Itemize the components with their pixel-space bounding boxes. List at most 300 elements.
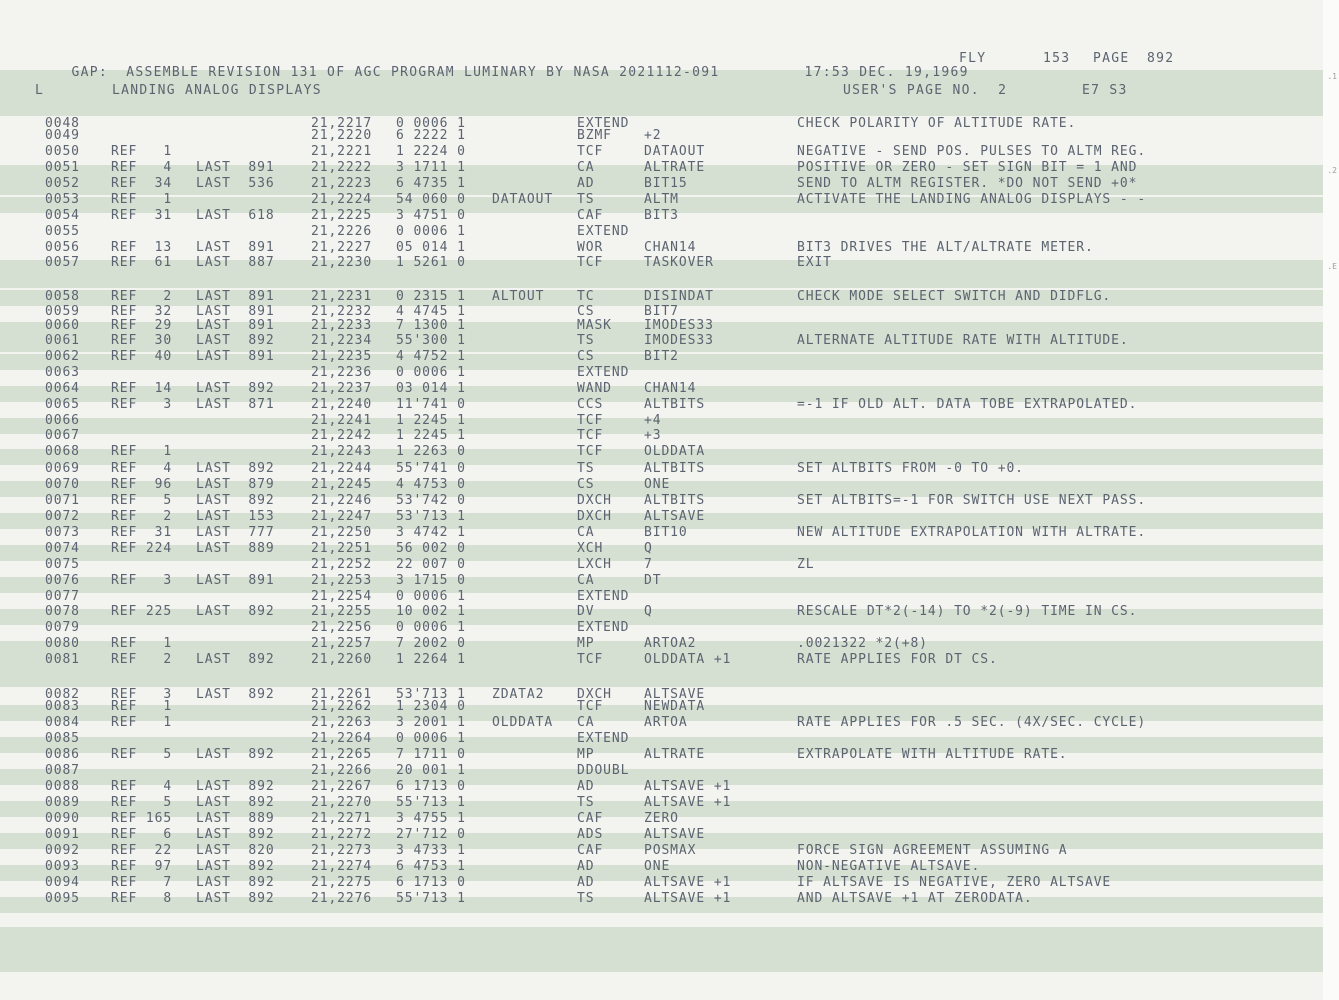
- last-page-ref: LAST 892: [196, 827, 275, 842]
- reference-count: REF 4: [111, 160, 173, 175]
- reference-count: REF 5: [111, 747, 173, 762]
- memory-address: 21,2253: [311, 573, 373, 588]
- listing-row: [0, 255, 1323, 270]
- memory-address: 21,2242: [311, 428, 373, 443]
- octal-code: 1 2224 0: [396, 144, 466, 159]
- sequence-number: 0056: [45, 240, 80, 255]
- comment: IF ALTSAVE IS NEGATIVE, ZERO ALTSAVE: [797, 875, 1112, 890]
- listing-row: [0, 747, 1323, 762]
- memory-address: 21,2270: [311, 795, 373, 810]
- octal-code: 54 060 0: [396, 192, 466, 207]
- opcode: DXCH: [577, 493, 612, 508]
- listing-row: [0, 477, 1323, 492]
- reference-count: REF 31: [111, 208, 173, 223]
- octal-code: 56 002 0: [396, 541, 466, 556]
- opcode: TS: [577, 795, 595, 810]
- sequence-number: 0050: [45, 144, 80, 159]
- operand: POSMAX: [644, 843, 697, 858]
- comment: AND ALTSAVE +1 AT ZERODATA.: [797, 891, 1033, 906]
- sequence-number: 0049: [45, 128, 80, 143]
- memory-address: 21,2247: [311, 509, 373, 524]
- operand: ALTSAVE +1: [644, 875, 732, 890]
- memory-address: 21,2255: [311, 604, 373, 619]
- operand: Q: [644, 604, 653, 619]
- run-timestamp: 17:53 DEC. 19,1969: [804, 65, 969, 80]
- opcode: EXTEND: [577, 589, 630, 604]
- reference-count: REF 61: [111, 255, 173, 270]
- octal-code: 22 007 0: [396, 557, 466, 572]
- memory-address: 21,2217: [311, 116, 373, 131]
- operand: ZERO: [644, 811, 679, 826]
- reference-count: REF 3: [111, 397, 173, 412]
- listing-row: [0, 128, 1323, 143]
- opcode: EXTEND: [577, 620, 630, 635]
- operand: ALTSAVE: [644, 687, 706, 702]
- opcode: MP: [577, 747, 595, 762]
- memory-address: 21,2263: [311, 715, 373, 730]
- last-page-ref: LAST 891: [196, 160, 275, 175]
- octal-code: 53'713 1: [396, 687, 466, 702]
- listing-row: [0, 413, 1323, 428]
- listing-row: [0, 715, 1323, 730]
- memory-address: 21,2243: [311, 444, 373, 459]
- sequence-number: 0087: [45, 763, 80, 778]
- listing-row: [0, 891, 1323, 906]
- listing-row: [0, 620, 1323, 635]
- last-page-ref: LAST 892: [196, 795, 275, 810]
- memory-address: 21,2262: [311, 699, 373, 714]
- listing-row: [0, 192, 1323, 207]
- comment: ALTERNATE ALTITUDE RATE WITH ALTITUDE.: [797, 333, 1129, 348]
- memory-address: 21,2274: [311, 859, 373, 874]
- memory-address: 21,2237: [311, 381, 373, 396]
- sequence-number: 0064: [45, 381, 80, 396]
- listing-type: L: [35, 83, 45, 98]
- opcode: CS: [577, 477, 595, 492]
- octal-code: 0 0006 1: [396, 224, 466, 239]
- octal-code: 7 1300 1: [396, 318, 466, 333]
- operand: +4: [644, 413, 662, 428]
- operand: ALTBITS: [644, 493, 706, 508]
- operand: ALTSAVE +1: [644, 795, 732, 810]
- listing-row: [0, 541, 1323, 556]
- octal-code: 03 014 1: [396, 381, 466, 396]
- last-page-ref: LAST 777: [196, 525, 275, 540]
- opcode: ADS: [577, 827, 604, 842]
- reference-count: REF 4: [111, 461, 173, 476]
- octal-code: 0 0006 1: [396, 365, 466, 380]
- octal-code: 1 2245 1: [396, 428, 466, 443]
- memory-address: 21,2254: [311, 589, 373, 604]
- comment: SET ALTBITS=-1 FOR SWITCH USE NEXT PASS.: [797, 493, 1147, 508]
- operand: ONE: [644, 477, 671, 492]
- operand: Q: [644, 541, 653, 556]
- operand: CHAN14: [644, 381, 697, 396]
- octal-code: 53'742 0: [396, 493, 466, 508]
- edge-mark: .2: [1327, 166, 1337, 175]
- code-label: DATAOUT: [492, 192, 554, 207]
- last-page-ref: LAST 892: [196, 891, 275, 906]
- opcode: TCF: [577, 413, 604, 428]
- memory-address: 21,2265: [311, 747, 373, 762]
- listing-row: [0, 859, 1323, 874]
- sequence-number: 0071: [45, 493, 80, 508]
- listing-row: [0, 176, 1323, 191]
- listing-row: [0, 461, 1323, 476]
- opcode: LXCH: [577, 557, 612, 572]
- listing-row: [0, 240, 1323, 255]
- listing-row: [0, 699, 1323, 714]
- octal-code: 4 4752 1: [396, 349, 466, 364]
- reference-count: REF 40: [111, 349, 173, 364]
- memory-address: 21,2226: [311, 224, 373, 239]
- comment: EXIT: [797, 255, 832, 270]
- reference-count: REF 1: [111, 636, 173, 651]
- reference-count: REF 97: [111, 859, 173, 874]
- reference-count: REF 225: [111, 604, 173, 619]
- sequence-number: 0074: [45, 541, 80, 556]
- last-page-ref: LAST 892: [196, 493, 275, 508]
- listing-row: [0, 875, 1323, 890]
- page-edge: [1323, 0, 1339, 1000]
- sequence-number: 0063: [45, 365, 80, 380]
- octal-code: 0 0006 1: [396, 116, 466, 131]
- memory-address: 21,2264: [311, 731, 373, 746]
- last-page-ref: LAST 892: [196, 604, 275, 619]
- memory-address: 21,2257: [311, 636, 373, 651]
- opcode: TCF: [577, 444, 604, 459]
- sequence-number: 0075: [45, 557, 80, 572]
- last-page-ref: LAST 892: [196, 461, 275, 476]
- reference-count: REF 31: [111, 525, 173, 540]
- opcode: CCS: [577, 397, 604, 412]
- users-page-number: USER'S PAGE NO. 2: [843, 83, 1008, 98]
- sequence-number: 0094: [45, 875, 80, 890]
- listing-row: [0, 381, 1323, 396]
- memory-address: 21,2251: [311, 541, 373, 556]
- memory-address: 21,2231: [311, 289, 373, 304]
- operand: ALTSAVE: [644, 509, 706, 524]
- sequence-number: 0070: [45, 477, 80, 492]
- octal-code: 55'741 0: [396, 461, 466, 476]
- listing-row: [0, 811, 1323, 826]
- comment: .0021322 *2(+8): [797, 636, 928, 651]
- sequence-number: 0054: [45, 208, 80, 223]
- listing-row: [0, 779, 1323, 794]
- opcode: WAND: [577, 381, 612, 396]
- comment: CHECK POLARITY OF ALTITUDE RATE.: [797, 116, 1077, 131]
- edge-mark: .E: [1327, 262, 1337, 271]
- opcode: CS: [577, 349, 595, 364]
- memory-address: 21,2234: [311, 333, 373, 348]
- memory-address: 21,2250: [311, 525, 373, 540]
- listing-row: [0, 827, 1323, 842]
- sequence-number: 0048: [45, 116, 80, 131]
- operand: BIT15: [644, 176, 688, 191]
- opcode: TS: [577, 461, 595, 476]
- last-page-ref: LAST 891: [196, 304, 275, 319]
- listing-row: [0, 349, 1323, 364]
- listing-row: [0, 160, 1323, 175]
- reference-count: REF 34: [111, 176, 173, 191]
- comment: CHECK MODE SELECT SWITCH AND DIDFLG.: [797, 289, 1112, 304]
- memory-address: 21,2256: [311, 620, 373, 635]
- comment: EXTRAPOLATE WITH ALTITUDE RATE.: [797, 747, 1068, 762]
- reference-count: REF 2: [111, 652, 173, 667]
- assembly-title: GAP: ASSEMBLE REVISION 131 OF AGC PROGRAM LUMINARY BY NASA 2021112-091: [71, 65, 720, 80]
- memory-address: 21,2221: [311, 144, 373, 159]
- reference-count: REF 32: [111, 304, 173, 319]
- octal-code: 3 1711 1: [396, 160, 466, 175]
- comment: =-1 IF OLD ALT. DATA TOBE EXTRAPOLATED.: [797, 397, 1138, 412]
- opcode: AD: [577, 875, 595, 890]
- sequence-number: 0051: [45, 160, 80, 175]
- memory-address: 21,2273: [311, 843, 373, 858]
- comment: BIT3 DRIVES THE ALT/ALTRATE METER.: [797, 240, 1094, 255]
- memory-address: 21,2235: [311, 349, 373, 364]
- sequence-number: 0084: [45, 715, 80, 730]
- reference-count: REF 7: [111, 875, 173, 890]
- opcode: CA: [577, 715, 595, 730]
- comment: RESCALE DT*2(-14) TO *2(-9) TIME IN CS.: [797, 604, 1138, 619]
- comment: RATE APPLIES FOR .5 SEC. (4X/SEC. CYCLE): [797, 715, 1147, 730]
- sequence-number: 0073: [45, 525, 80, 540]
- comment: ACTIVATE THE LANDING ANALOG DISPLAYS - -: [797, 192, 1147, 207]
- opcode: EXTEND: [577, 731, 630, 746]
- listing-row: [0, 525, 1323, 540]
- opcode: CAF: [577, 843, 604, 858]
- opcode: TS: [577, 891, 595, 906]
- operand: ONE: [644, 859, 671, 874]
- opcode: DV: [577, 604, 595, 619]
- memory-address: 21,2224: [311, 192, 373, 207]
- opcode: TS: [577, 333, 595, 348]
- operand: ALTSAVE +1: [644, 779, 732, 794]
- memory-address: 21,2220: [311, 128, 373, 143]
- sequence-number: 0079: [45, 620, 80, 635]
- sequence-number: 0076: [45, 573, 80, 588]
- reference-count: REF 2: [111, 509, 173, 524]
- last-page-ref: LAST 618: [196, 208, 275, 223]
- operand: DATAOUT: [644, 144, 706, 159]
- octal-code: 10 002 1: [396, 604, 466, 619]
- memory-address: 21,2240: [311, 397, 373, 412]
- sequence-number: 0093: [45, 859, 80, 874]
- octal-code: 4 4745 1: [396, 304, 466, 319]
- listing-row: [0, 318, 1323, 333]
- operand: 7: [644, 557, 653, 572]
- reference-count: REF 30: [111, 333, 173, 348]
- memory-address: 21,2252: [311, 557, 373, 572]
- opcode: TC: [577, 289, 595, 304]
- reference-count: REF 96: [111, 477, 173, 492]
- operand: CHAN14: [644, 240, 697, 255]
- last-page-ref: LAST 153: [196, 509, 275, 524]
- octal-code: 4 4753 0: [396, 477, 466, 492]
- operand: ALTM: [644, 192, 679, 207]
- run-mode: FLY: [959, 51, 987, 66]
- code-label: ZDATA2: [492, 687, 545, 702]
- octal-code: 6 4753 1: [396, 859, 466, 874]
- sequence-number: 0062: [45, 349, 80, 364]
- opcode: TCF: [577, 699, 604, 714]
- opcode: TCF: [577, 144, 604, 159]
- sequence-number: 0069: [45, 461, 80, 476]
- reference-count: REF 6: [111, 827, 173, 842]
- memory-address: 21,2245: [311, 477, 373, 492]
- opcode: CA: [577, 573, 595, 588]
- listing-row: [0, 397, 1323, 412]
- reference-count: REF 14: [111, 381, 173, 396]
- reference-count: REF 29: [111, 318, 173, 333]
- last-page-ref: LAST 892: [196, 687, 275, 702]
- operand: IMODES33: [644, 318, 714, 333]
- opcode: CAF: [577, 208, 604, 223]
- operand: OLDDATA +1: [644, 652, 732, 667]
- listing-row: [0, 652, 1323, 667]
- opcode: TS: [577, 192, 595, 207]
- listing-row: [0, 763, 1323, 778]
- sequence-number: 0082: [45, 687, 80, 702]
- reference-count: REF 5: [111, 493, 173, 508]
- operand: IMODES33: [644, 333, 714, 348]
- comment: NEGATIVE - SEND POS. PULSES TO ALTM REG.: [797, 144, 1147, 159]
- octal-code: 3 4755 1: [396, 811, 466, 826]
- sequence-number: 0059: [45, 304, 80, 319]
- reference-count: REF 224: [111, 541, 173, 556]
- opcode: MP: [577, 636, 595, 651]
- comment: POSITIVE OR ZERO - SET SIGN BIT = 1 AND: [797, 160, 1138, 175]
- operand: NEWDATA: [644, 699, 706, 714]
- sequence-number: 0080: [45, 636, 80, 651]
- greenbar-stripe: [0, 927, 1323, 972]
- listing-row: [0, 636, 1323, 651]
- octal-code: 3 4742 1: [396, 525, 466, 540]
- listing-row: [0, 573, 1323, 588]
- operand: +3: [644, 428, 662, 443]
- sequence-number: 0055: [45, 224, 80, 239]
- listing-row: [0, 144, 1323, 159]
- listing-row: [0, 589, 1323, 604]
- operand: ARTOA2: [644, 636, 697, 651]
- operand: TASKOVER: [644, 255, 714, 270]
- octal-code: 05 014 1: [396, 240, 466, 255]
- operand: DT: [644, 573, 662, 588]
- memory-address: 21,2232: [311, 304, 373, 319]
- sequence-number: 0090: [45, 811, 80, 826]
- sequence-number: 0083: [45, 699, 80, 714]
- octal-code: 7 2002 0: [396, 636, 466, 651]
- opcode: BZMF: [577, 128, 612, 143]
- listing-row: [0, 224, 1323, 239]
- opcode: DDOUBL: [577, 763, 630, 778]
- operand: DISINDAT: [644, 289, 714, 304]
- last-page-ref: LAST 536: [196, 176, 275, 191]
- octal-code: 1 2263 0: [396, 444, 466, 459]
- sequence-number: 0061: [45, 333, 80, 348]
- octal-code: 3 2001 1: [396, 715, 466, 730]
- memory-address: 21,2223: [311, 176, 373, 191]
- octal-code: 3 4733 1: [396, 843, 466, 858]
- listing-row: [0, 208, 1323, 223]
- last-page-ref: LAST 892: [196, 652, 275, 667]
- section-title: LANDING ANALOG DISPLAYS: [112, 83, 322, 98]
- opcode: DXCH: [577, 687, 612, 702]
- octal-code: 53'713 1: [396, 509, 466, 524]
- comment: SET ALTBITS FROM -0 TO +0.: [797, 461, 1024, 476]
- sequence-number: 0060: [45, 318, 80, 333]
- sequence-number: 0068: [45, 444, 80, 459]
- memory-address: 21,2267: [311, 779, 373, 794]
- opcode: AD: [577, 859, 595, 874]
- sequence-number: 0092: [45, 843, 80, 858]
- sequence-number: 0052: [45, 176, 80, 191]
- sequence-number: 0058: [45, 289, 80, 304]
- comment: RATE APPLIES FOR DT CS.: [797, 652, 998, 667]
- memory-address: 21,2276: [311, 891, 373, 906]
- memory-address: 21,2236: [311, 365, 373, 380]
- last-page-ref: LAST 891: [196, 240, 275, 255]
- opcode: TCF: [577, 652, 604, 667]
- octal-code: 0 0006 1: [396, 589, 466, 604]
- opcode: AD: [577, 176, 595, 191]
- last-page-ref: LAST 879: [196, 477, 275, 492]
- opcode: DXCH: [577, 509, 612, 524]
- octal-code: 3 4751 0: [396, 208, 466, 223]
- reference-count: REF 1: [111, 444, 173, 459]
- listing-row: [0, 304, 1323, 319]
- comment: NEW ALTITUDE EXTRAPOLATION WITH ALTRATE.: [797, 525, 1147, 540]
- operand: ALTBITS: [644, 397, 706, 412]
- opcode: WOR: [577, 240, 604, 255]
- operand: ARTOA: [644, 715, 688, 730]
- reference-count: REF 4: [111, 779, 173, 794]
- opcode: CS: [577, 304, 595, 319]
- last-page-ref: LAST 887: [196, 255, 275, 270]
- opcode: EXTEND: [577, 365, 630, 380]
- listing-row: [0, 509, 1323, 524]
- sequence-number: 0081: [45, 652, 80, 667]
- comment: FORCE SIGN AGREEMENT ASSUMING A: [797, 843, 1068, 858]
- reference-count: REF 165: [111, 811, 173, 826]
- opcode: TCF: [577, 428, 604, 443]
- sequence-number: 0057: [45, 255, 80, 270]
- sequence-number: 0091: [45, 827, 80, 842]
- opcode: CA: [577, 160, 595, 175]
- last-page-ref: LAST 891: [196, 318, 275, 333]
- octal-code: 20 001 1: [396, 763, 466, 778]
- memory-address: 21,2266: [311, 763, 373, 778]
- code-label: ALTOUT: [492, 289, 545, 304]
- memory-address: 21,2275: [311, 875, 373, 890]
- opcode: XCH: [577, 541, 604, 556]
- sequence-number: 0066: [45, 413, 80, 428]
- sequence-number: 0072: [45, 509, 80, 524]
- comment: SEND TO ALTM REGISTER. *DO NOT SEND +0*: [797, 176, 1138, 191]
- listing-row: [0, 731, 1323, 746]
- octal-code: 6 1713 0: [396, 875, 466, 890]
- opcode: CA: [577, 525, 595, 540]
- sequence-number: 0089: [45, 795, 80, 810]
- octal-code: 3 1715 0: [396, 573, 466, 588]
- opcode: AD: [577, 779, 595, 794]
- reference-count: REF 1: [111, 715, 173, 730]
- edition-code: E7 S3: [1082, 83, 1128, 98]
- listing-row: [0, 333, 1323, 348]
- operand: +2: [644, 128, 662, 143]
- operand: ALTRATE: [644, 747, 706, 762]
- operand: BIT2: [644, 349, 679, 364]
